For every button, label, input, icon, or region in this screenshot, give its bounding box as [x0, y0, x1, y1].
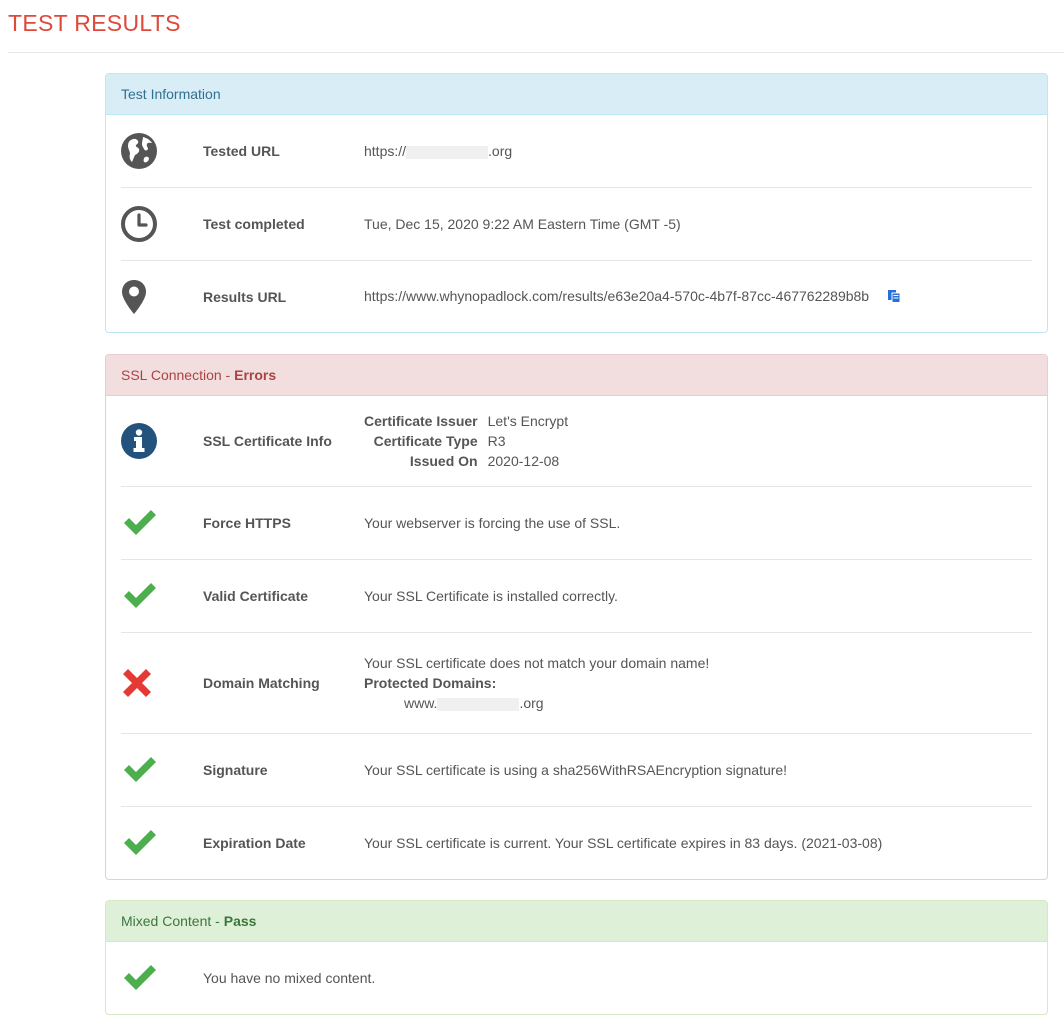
ssl-certificate-info-value: [364, 411, 1032, 471]
mixed-heading-label: Mixed Content: [121, 913, 212, 929]
certificate-type-value: R3: [487, 433, 506, 449]
protected-domains-heading: Protected Domains:: [364, 675, 497, 691]
signature-row: [121, 734, 1032, 807]
force-https-value: Your webserver is forcing the use of SSL.: [364, 515, 621, 531]
certificate-issuer-key: Certificate Issuer: [364, 413, 478, 429]
issued-on-row: [364, 451, 568, 471]
tested-url-prefix: https://: [364, 143, 407, 159]
test-completed-row: [121, 188, 1032, 261]
signature-value: Your SSL certificate is using a sha256WithRSAEncryption signature!: [364, 762, 788, 778]
results-url-label: Results URL: [203, 289, 287, 305]
globe-icon: [121, 133, 157, 169]
tested-url-value: [364, 141, 1032, 161]
certificate-type-row: [364, 431, 568, 451]
mixed-content-row: [121, 942, 1032, 1014]
force-https-row: [121, 487, 1032, 560]
mixed-status-badge: Pass: [223, 913, 257, 929]
mixed-content-panel: [105, 900, 1048, 1015]
cross-icon: [121, 667, 153, 699]
test-completed-label: Test completed: [203, 216, 305, 232]
issued-on-value: 2020-12-08: [487, 453, 560, 469]
valid-certificate-row: [121, 560, 1032, 633]
expiration-date-row: [121, 807, 1032, 879]
certificate-type-key: Certificate Type: [373, 433, 478, 449]
ssl-heading-separator: -: [221, 367, 235, 383]
check-icon: [121, 963, 159, 993]
protected-domain-prefix: www.: [404, 695, 438, 711]
issued-on-key: Issued On: [409, 453, 478, 469]
force-https-label: Force HTTPS: [203, 515, 291, 531]
test-information-panel: [105, 73, 1048, 333]
tested-url-label: Tested URL: [203, 143, 280, 159]
ssl-heading-label: SSL Connection: [121, 367, 222, 383]
valid-certificate-value: Your SSL Certificate is installed correctly.: [364, 588, 618, 604]
mixed-content-heading: [106, 901, 1047, 942]
info-icon: [121, 423, 157, 459]
signature-label: Signature: [203, 762, 268, 778]
page-title: TEST RESULTS: [8, 10, 181, 36]
certificate-details-table: [364, 411, 568, 471]
test-completed-value: Tue, Dec 15, 2020 9:22 AM Eastern Time (GMT -5): [364, 216, 681, 232]
test-information-heading: Test Information: [106, 74, 1047, 115]
certificate-issuer-value: Let's Encrypt: [487, 413, 569, 429]
mixed-content-value: You have no mixed content.: [203, 970, 376, 986]
map-marker-icon: [121, 279, 147, 315]
ssl-connection-panel: [105, 354, 1048, 880]
domain-matching-label: Domain Matching: [203, 675, 320, 691]
domain-matching-row: [121, 633, 1032, 734]
tested-url-row: [121, 115, 1032, 188]
check-icon: [121, 508, 159, 538]
redacted-block: [406, 146, 488, 159]
valid-certificate-label: Valid Certificate: [203, 588, 309, 604]
title-divider: [8, 52, 1064, 53]
ssl-connection-heading: [106, 355, 1047, 396]
check-icon: [121, 755, 159, 785]
copy-icon[interactable]: [887, 288, 901, 308]
results-url-link[interactable]: https://www.whynopadlock.com/results/e63e20a4-570c-4b7f-87cc-467762289b8b: [364, 288, 870, 305]
mixed-heading-separator: -: [211, 913, 224, 929]
domain-matching-value: [364, 653, 1032, 713]
check-icon: [121, 828, 159, 858]
ssl-certificate-info-row: [121, 396, 1032, 487]
clock-icon: [121, 206, 157, 242]
expiration-date-label: Expiration Date: [203, 835, 306, 851]
certificate-issuer-row: [364, 411, 568, 431]
protected-domain-item: [364, 693, 1032, 713]
results-url-value-cell: [364, 286, 1032, 307]
ssl-certificate-info-label: SSL Certificate Info: [203, 433, 332, 449]
results-url-row: [121, 261, 1032, 333]
protected-domain-suffix: .org: [519, 695, 544, 711]
domain-mismatch-message: Your SSL certificate does not match your domain name!: [364, 655, 710, 671]
tested-url-suffix: .org: [488, 143, 513, 159]
check-icon: [121, 581, 159, 611]
ssl-status-badge: Errors: [234, 367, 277, 383]
expiration-date-value: Your SSL certificate is current. Your SSL certificate expires in 83 days. (2021-03-08): [364, 835, 883, 851]
redacted-block: [437, 698, 519, 711]
